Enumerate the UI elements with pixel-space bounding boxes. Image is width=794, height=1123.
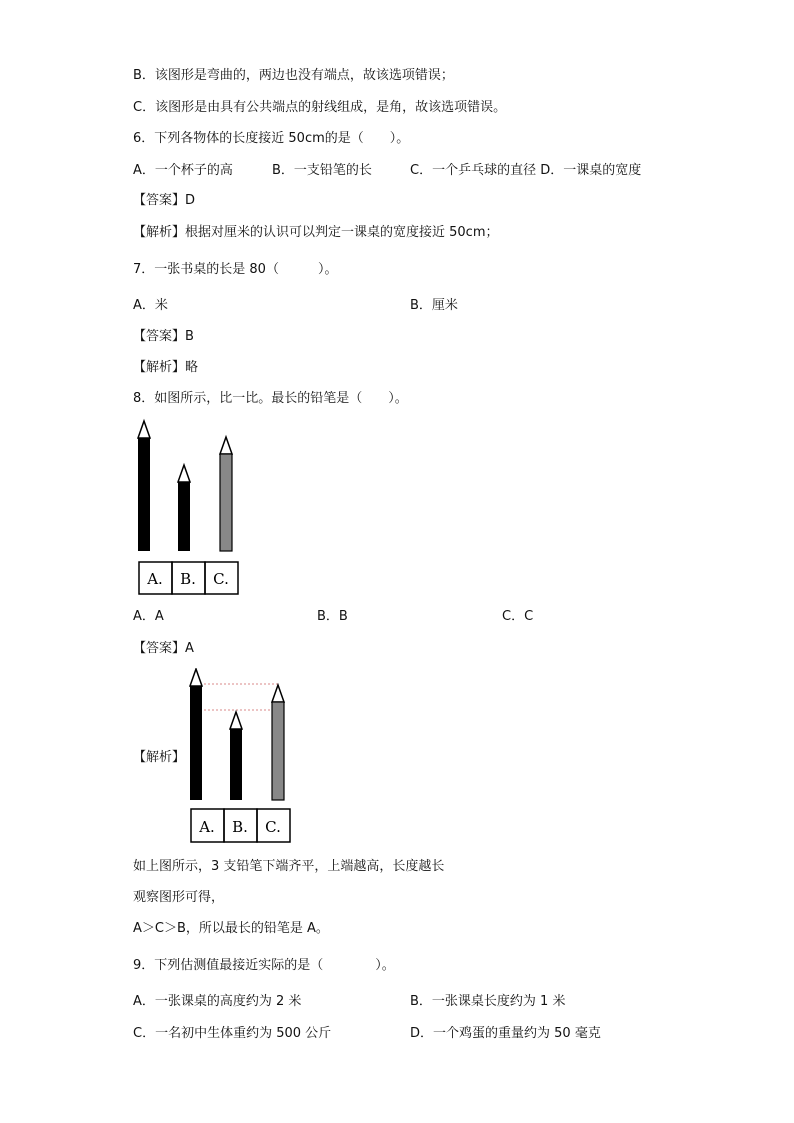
pencil-a xyxy=(138,421,150,551)
question-8-explanation-1: 如上图所示，3 支铅笔下端齐平，上端越高，长度越长 xyxy=(133,859,445,874)
question-7-answer: 【答案】B xyxy=(133,329,194,344)
analysis-pencil-a xyxy=(190,669,202,800)
analysis-line-c: C．该图形是由具有公共端点的射线组成，是角，故该选项错误。 xyxy=(133,100,507,115)
question-7-stem: 7．一张书桌的长是 80（ ）。 xyxy=(133,262,338,277)
pencil-b xyxy=(178,465,190,551)
analysis-pencil-b xyxy=(230,712,242,800)
analysis-label-b: B. xyxy=(232,818,248,836)
analysis-pencil-c xyxy=(272,685,284,800)
figure-label-c: C. xyxy=(213,570,229,588)
analysis-label-a: A. xyxy=(199,818,215,836)
question-6-option-a: A．一个杯子的高 xyxy=(133,163,233,178)
question-7-analysis: 【解析】略 xyxy=(133,360,199,375)
question-8-option-b: B．B xyxy=(317,609,348,624)
question-8-stem: 8．如图所示，比一比。最长的铅笔是（ ）。 xyxy=(133,391,408,406)
question-9-option-d: D．一个鸡蛋的重量约为 50 毫克 xyxy=(410,1026,601,1041)
question-9-option-c: C．一名初中生体重约为 500 公斤 xyxy=(133,1026,332,1041)
question-9-option-a: A．一张课桌的高度约为 2 米 xyxy=(133,994,302,1009)
question-8-answer: 【答案】A xyxy=(133,641,194,656)
pencil-c xyxy=(220,437,232,551)
question-8-option-c: C．C xyxy=(502,609,534,624)
figure-label-a: A. xyxy=(147,570,163,588)
question-6-option-c-d: C．一个乒乓球的直径 D．一课桌的宽度 xyxy=(410,163,642,178)
question-8-analysis-tag: 【解析】 xyxy=(133,750,186,765)
question-9-option-b: B．一张课桌长度约为 1 米 xyxy=(410,994,566,1009)
question-7-option-a: A．米 xyxy=(133,298,168,313)
question-8-option-a: A．A xyxy=(133,609,164,624)
pencil-figure-analysis xyxy=(186,668,296,846)
analysis-label-c: C. xyxy=(265,818,281,836)
question-6-analysis: 【解析】根据对厘米的认识可以判定一课桌的宽度接近 50cm； xyxy=(133,225,499,240)
question-6-answer: 【答案】D xyxy=(133,193,196,208)
analysis-line-b: B．该图形是弯曲的，两边也没有端点，故该选项错误； xyxy=(133,68,454,83)
question-6-option-b: B．一支铅笔的长 xyxy=(272,163,372,178)
question-8-explanation-3: A＞C＞B，所以最长的铅笔是 A。 xyxy=(133,921,329,936)
question-7-option-b: B．厘米 xyxy=(410,298,458,313)
question-9-stem: 9．下列估测值最接近实际的是（ ）。 xyxy=(133,958,395,973)
question-6-stem: 6．下列各物体的长度接近 50cm的是（ ）。 xyxy=(133,131,410,146)
pencil-figure-question xyxy=(133,416,243,598)
question-8-explanation-2: 观察图形可得， xyxy=(133,890,225,905)
figure-label-b: B. xyxy=(180,570,196,588)
